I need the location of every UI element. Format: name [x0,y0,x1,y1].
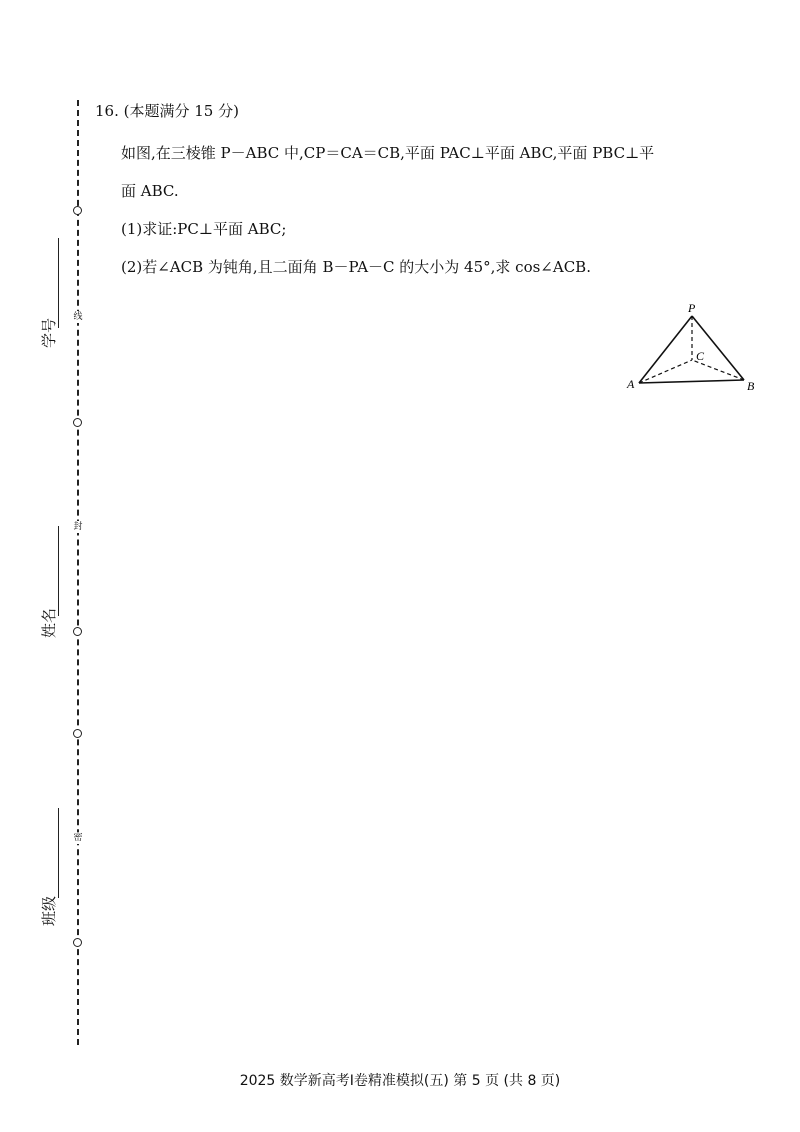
edge-pa [639,316,692,383]
name-blank[interactable] [58,526,59,616]
vertex-label-b: B [747,379,755,393]
vertex-label-c: C [696,349,705,363]
vertex-label-p: P [688,301,696,315]
question-statement-line1: 如图,在三棱锥 P－ABC 中,CP＝CA＝CB,平面 PAC⊥平面 ABC,平面 PBC⊥平 [121,144,655,162]
pyramid-figure [622,298,762,398]
seal-char-xian: 线 [70,311,86,323]
page-footer: 2025 数学新高考Ⅰ卷精准模拟(五) 第 5 页 (共 8 页) [239,1073,561,1089]
question-part-2: (2)若∠ACB 为钝角,且二面角 B－PA－C 的大小为 45°,求 cos∠ACB. [121,258,591,276]
binding-hole [73,938,82,947]
binding-margin [0,0,100,1132]
edge-ac-hidden [639,360,692,383]
question-statement-line2: 面 ABC. [121,182,179,200]
edge-ab [639,380,744,383]
class-field[interactable] [8,770,78,930]
class-label: 班级 [40,895,58,926]
name-field[interactable] [8,488,78,648]
question-part-1: (1)求证:PC⊥平面 ABC; [121,220,287,238]
seal-char-mi: 密 [70,832,86,844]
student-id-label: 学号 [40,317,58,348]
class-blank[interactable] [58,808,59,898]
binding-hole [73,418,82,427]
student-id-field[interactable] [8,200,78,360]
binding-hole [73,729,82,738]
question-points: (本题满分 15 分) [123,102,239,120]
student-id-blank[interactable] [58,238,59,328]
vertex-label-a: A [627,377,635,391]
seal-char-feng: 封 [70,521,86,533]
name-label: 姓名 [40,607,58,638]
question-number: 16. [95,102,119,120]
question-header [95,100,775,122]
question-16 [95,100,775,286]
edge-pb [692,316,744,380]
